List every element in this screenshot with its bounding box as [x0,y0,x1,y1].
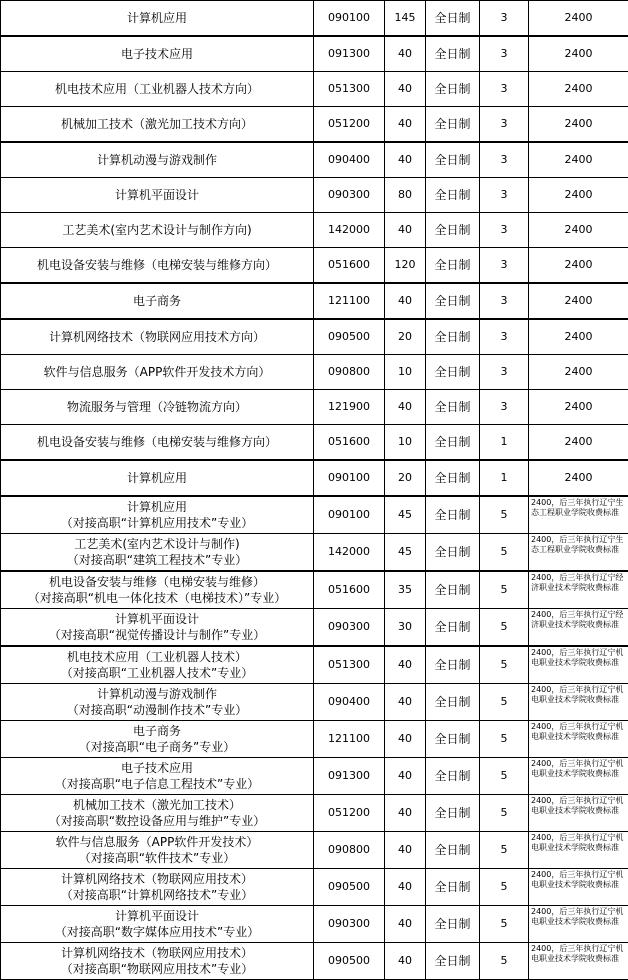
major-name-cell [1,684,314,721]
major-name: 计算机应用 [1,470,313,486]
enrollment-count-cell: 40 [385,36,426,72]
duration-years-cell: 5 [480,721,529,758]
duration-years-cell: 5 [480,832,529,869]
major-name: 计算机动漫与游戏制作 [1,686,313,702]
major-name: 机械加工技术（激光加工技术） [1,797,313,813]
major-name-cell [1,72,314,107]
table-row [1,496,628,534]
tuition-fee-cell: 2400 [529,390,628,425]
tuition-fee-cell: 2400 [529,1,628,37]
major-name: 计算机动漫与游戏制作 [1,152,313,168]
study-mode-cell: 全日制 [426,943,480,980]
tuition-fee-cell: 2400，后三年执行辽宁机电职业技术学院收费标准 [529,684,628,721]
major-name-cell [1,646,314,684]
table-row [1,646,628,684]
duration-years-cell: 5 [480,758,529,795]
study-mode-cell: 全日制 [426,425,480,461]
major-name-cell [1,107,314,143]
major-name-cell [1,355,314,390]
enrollment-count-cell: 40 [385,107,426,143]
duration-years-cell: 3 [480,178,529,213]
enrollment-count-cell: 30 [385,609,426,647]
enrollment-count-cell: 45 [385,534,426,572]
major-code-cell: 121900 [314,390,385,425]
major-name-cell [1,283,314,319]
tuition-fee-cell: 2400 [529,36,628,72]
table-row [1,1,628,37]
duration-years-cell: 1 [480,460,529,496]
enrollment-count-cell: 145 [385,1,426,37]
major-code-cell: 142000 [314,534,385,572]
major-name: 机电技术应用（工业机器人技术方向） [1,81,313,97]
study-mode-cell: 全日制 [426,72,480,107]
major-articulation: （对接高职“数字媒体应用技术”专业） [1,924,313,940]
study-mode-cell: 全日制 [426,832,480,869]
major-code-cell: 051600 [314,425,385,461]
duration-years-cell: 5 [480,534,529,572]
tuition-fee-cell: 2400，后三年执行辽宁机电职业技术学院收费标准 [529,758,628,795]
major-name: 计算机网络技术（物联网应用技术） [1,871,313,887]
enrollment-count-cell: 40 [385,758,426,795]
major-name-cell [1,534,314,572]
tuition-fee-cell: 2400，后三年执行辽宁机电职业技术学院收费标准 [529,832,628,869]
duration-years-cell: 3 [480,390,529,425]
duration-years-cell: 5 [480,795,529,832]
study-mode-cell: 全日制 [426,460,480,496]
study-mode-cell: 全日制 [426,496,480,534]
enrollment-count-cell: 40 [385,684,426,721]
major-code-cell: 142000 [314,213,385,248]
table-row [1,869,628,906]
duration-years-cell: 5 [480,646,529,684]
study-mode-cell: 全日制 [426,609,480,647]
enrollment-count-cell: 40 [385,795,426,832]
enrollment-count-cell: 10 [385,355,426,390]
major-name: 软件与信息服务（APP软件开发技术方向） [1,364,313,380]
tuition-fee-cell: 2400 [529,213,628,248]
major-name-cell [1,142,314,178]
table-row [1,142,628,178]
major-articulation: （对接高职“物联网应用技术”专业） [1,961,313,977]
enrollment-count-cell: 40 [385,142,426,178]
major-code-cell: 090300 [314,178,385,213]
table-row [1,534,628,572]
major-name-cell [1,832,314,869]
table-row [1,943,628,980]
major-name-cell [1,248,314,284]
major-name: 机电设备安装与维修（电梯安装与维修方向） [1,257,313,273]
major-name: 电子技术应用 [1,46,313,62]
duration-years-cell: 5 [480,684,529,721]
major-name-cell [1,906,314,943]
enrollment-count-cell: 80 [385,178,426,213]
major-articulation: （对接高职“视觉传播设计与制作”专业） [1,627,313,643]
major-articulation: （对接高职“电子信息工程技术”专业） [1,776,313,792]
major-code-cell: 121100 [314,721,385,758]
study-mode-cell: 全日制 [426,684,480,721]
major-articulation: （对接高职“数控设备应用与维护”专业） [1,813,313,829]
tuition-fee-cell: 2400 [529,178,628,213]
study-mode-cell: 全日制 [426,646,480,684]
major-name: 工艺美术(室内艺术设计与制作) [1,536,313,552]
duration-years-cell: 5 [480,869,529,906]
tuition-fee-cell: 2400 [529,425,628,461]
major-articulation: （对接高职“机电一体化技术（电梯技术）”专业） [1,590,313,606]
major-code-cell: 090500 [314,943,385,980]
duration-years-cell: 5 [480,943,529,980]
enrollment-count-cell: 10 [385,425,426,461]
major-name-cell [1,390,314,425]
major-name-cell [1,460,314,496]
tuition-fee-cell: 2400，后三年执行辽宁机电职业技术学院收费标准 [529,869,628,906]
duration-years-cell: 5 [480,571,529,609]
enrollment-count-cell: 40 [385,721,426,758]
tuition-fee-cell: 2400，后三年执行辽宁机电职业技术学院收费标准 [529,721,628,758]
major-name: 计算机应用 [1,499,313,515]
major-name-cell [1,1,314,37]
duration-years-cell: 3 [480,107,529,143]
major-name: 电子技术应用 [1,760,313,776]
study-mode-cell: 全日制 [426,248,480,284]
enrollment-count-cell: 40 [385,72,426,107]
duration-years-cell: 3 [480,283,529,319]
major-articulation: （对接高职“建筑工程技术”专业） [1,552,313,568]
major-code-cell: 090800 [314,355,385,390]
enrollment-count-cell: 120 [385,248,426,284]
enrollment-count-cell: 40 [385,390,426,425]
major-name-cell [1,36,314,72]
major-code-cell: 090300 [314,906,385,943]
tuition-fee-cell: 2400 [529,283,628,319]
study-mode-cell: 全日制 [426,355,480,390]
tuition-fee-cell: 2400 [529,319,628,355]
tuition-fee-cell: 2400 [529,460,628,496]
duration-years-cell: 5 [480,496,529,534]
major-code-cell: 051600 [314,571,385,609]
study-mode-cell: 全日制 [426,283,480,319]
major-name-cell [1,943,314,980]
duration-years-cell: 3 [480,1,529,37]
tuition-fee-cell: 2400，后三年执行辽宁生态工程职业学院收费标准 [529,496,628,534]
major-articulation: （对接高职“工业机器人技术”专业） [1,665,313,681]
major-name: 计算机平面设计 [1,187,313,203]
table-row [1,36,628,72]
table-row [1,425,628,461]
study-mode-cell: 全日制 [426,1,480,37]
major-code-cell: 051200 [314,795,385,832]
major-articulation: （对接高职“软件技术”专业） [1,850,313,866]
enrollment-count-cell: 40 [385,283,426,319]
table-row [1,795,628,832]
table-row [1,609,628,647]
major-name: 软件与信息服务（APP软件开发技术） [1,834,313,850]
major-name: 机电设备安装与维修（电梯安装与维修） [1,574,313,590]
major-name: 机械加工技术（激光加工技术方向） [1,116,313,132]
major-code-cell: 051300 [314,646,385,684]
major-name-cell [1,319,314,355]
major-articulation: （对接高职“计算机网络技术”专业） [1,887,313,903]
table-row [1,248,628,284]
study-mode-cell: 全日制 [426,869,480,906]
table-row [1,758,628,795]
major-name: 机电技术应用（工业机器人技术） [1,649,313,665]
study-mode-cell: 全日制 [426,571,480,609]
table-row [1,178,628,213]
major-name-cell [1,869,314,906]
major-name-cell [1,721,314,758]
tuition-fee-cell: 2400 [529,107,628,143]
study-mode-cell: 全日制 [426,36,480,72]
tuition-fee-cell: 2400 [529,142,628,178]
major-code-cell: 090100 [314,496,385,534]
major-name-cell [1,425,314,461]
major-code-cell: 091300 [314,758,385,795]
table-row [1,684,628,721]
duration-years-cell: 5 [480,906,529,943]
major-code-cell: 090100 [314,1,385,37]
study-mode-cell: 全日制 [426,213,480,248]
table-row [1,832,628,869]
major-articulation: （对接高职“电子商务”专业） [1,739,313,755]
major-name: 计算机应用 [1,10,313,26]
enrollment-count-cell: 40 [385,906,426,943]
study-mode-cell: 全日制 [426,142,480,178]
study-mode-cell: 全日制 [426,906,480,943]
table-row [1,355,628,390]
study-mode-cell: 全日制 [426,319,480,355]
major-name: 工艺美术(室内艺术设计与制作方向) [1,222,313,238]
major-code-cell: 090400 [314,684,385,721]
enrollment-count-cell: 35 [385,571,426,609]
study-mode-cell: 全日制 [426,390,480,425]
study-mode-cell: 全日制 [426,534,480,572]
tuition-fee-cell: 2400 [529,72,628,107]
study-mode-cell: 全日制 [426,758,480,795]
duration-years-cell: 3 [480,36,529,72]
major-name: 物流服务与管理（冷链物流方向） [1,399,313,415]
duration-years-cell: 3 [480,355,529,390]
major-name-cell [1,496,314,534]
study-mode-cell: 全日制 [426,178,480,213]
major-name: 电子商务 [1,293,313,309]
enrollment-count-cell: 40 [385,646,426,684]
table-row [1,319,628,355]
study-mode-cell: 全日制 [426,795,480,832]
duration-years-cell: 3 [480,319,529,355]
major-code-cell: 121100 [314,283,385,319]
tuition-fee-cell: 2400，后三年执行辽宁机电职业技术学院收费标准 [529,906,628,943]
major-code-cell: 051300 [314,72,385,107]
study-mode-cell: 全日制 [426,107,480,143]
major-code-cell: 090300 [314,609,385,647]
major-name: 机电设备安装与维修（电梯安装与维修方向） [1,434,313,450]
tuition-fee-cell: 2400，后三年执行辽宁经济职业技术学院收费标准 [529,609,628,647]
major-name: 计算机平面设计 [1,908,313,924]
table-row [1,571,628,609]
major-code-cell: 051200 [314,107,385,143]
major-code-cell: 090500 [314,319,385,355]
duration-years-cell: 3 [480,142,529,178]
duration-years-cell: 1 [480,425,529,461]
major-code-cell: 090400 [314,142,385,178]
major-articulation: （对接高职“动漫制作技术”专业） [1,702,313,718]
table-row [1,906,628,943]
table-body [1,1,628,980]
duration-years-cell: 5 [480,609,529,647]
table-row [1,213,628,248]
enrollment-count-cell: 20 [385,460,426,496]
major-name-cell [1,758,314,795]
table-row [1,107,628,143]
major-name: 计算机网络技术（物联网应用技术） [1,945,313,961]
major-code-cell: 090100 [314,460,385,496]
table-row [1,721,628,758]
tuition-fee-cell: 2400 [529,248,628,284]
major-name-cell [1,213,314,248]
enrollment-count-cell: 20 [385,319,426,355]
major-name-cell [1,571,314,609]
enrollment-count-cell: 40 [385,869,426,906]
tuition-fee-cell: 2400，后三年执行辽宁机电职业技术学院收费标准 [529,795,628,832]
enrollment-count-cell: 45 [385,496,426,534]
major-articulation: （对接高职“计算机应用技术”专业） [1,515,313,531]
major-name: 计算机网络技术（物联网应用技术方向） [1,329,313,345]
tuition-fee-cell: 2400，后三年执行辽宁经济职业技术学院收费标准 [529,571,628,609]
tuition-fee-cell: 2400，后三年执行辽宁机电职业技术学院收费标准 [529,646,628,684]
enrollment-count-cell: 40 [385,832,426,869]
major-code-cell: 090800 [314,832,385,869]
table-row [1,460,628,496]
major-code-cell: 051600 [314,248,385,284]
table-row [1,72,628,107]
duration-years-cell: 3 [480,248,529,284]
table-row [1,390,628,425]
enrollment-count-cell: 40 [385,213,426,248]
major-code-cell: 090500 [314,869,385,906]
tuition-fee-cell: 2400 [529,355,628,390]
major-name: 电子商务 [1,723,313,739]
major-name-cell [1,795,314,832]
enrollment-count-cell: 40 [385,943,426,980]
study-mode-cell: 全日制 [426,721,480,758]
major-name-cell [1,178,314,213]
tuition-fee-cell: 2400，后三年执行辽宁机电职业技术学院收费标准 [529,943,628,980]
major-code-cell: 091300 [314,36,385,72]
duration-years-cell: 3 [480,72,529,107]
major-name-cell [1,609,314,647]
tuition-fee-cell: 2400，后三年执行辽宁生态工程职业学院收费标准 [529,534,628,572]
table-row [1,283,628,319]
duration-years-cell: 3 [480,213,529,248]
major-name: 计算机平面设计 [1,611,313,627]
